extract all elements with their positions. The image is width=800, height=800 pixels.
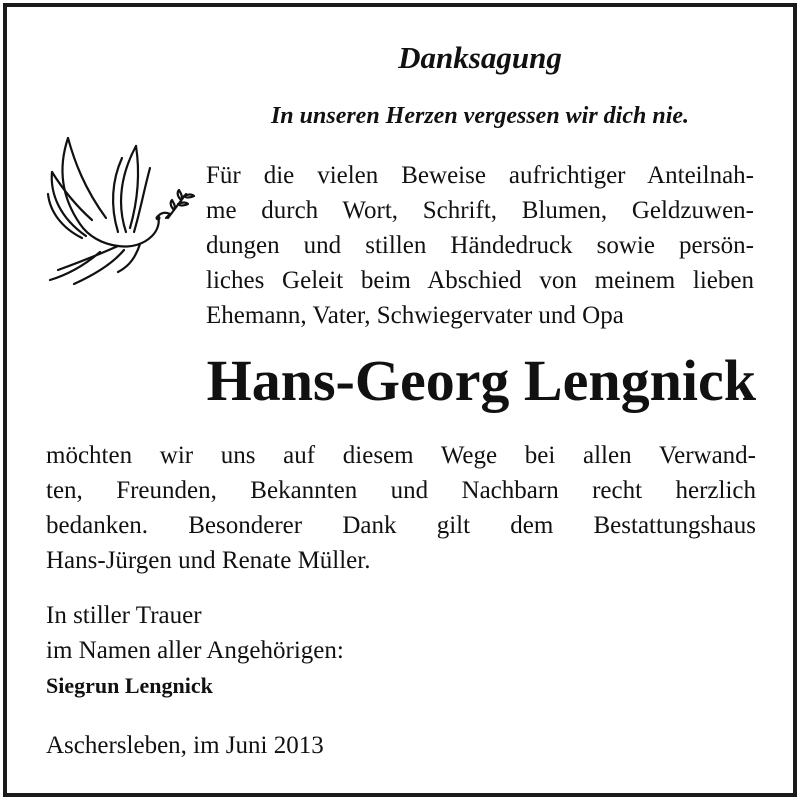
thanks-line: ten, Freunden, Bekannten und Nachbarn recht herzlich: [46, 477, 756, 504]
thanks-line: möchten wir uns auf diesem Wege bei allen Verwand-: [46, 442, 756, 469]
intro-line: Ehemann, Vater, Schwiegervater und Opa: [206, 302, 624, 329]
thanks-line: bedanken. Besonderer Dank gilt dem Bestattungshaus: [46, 512, 756, 539]
notice-motto: In unseren Herzen vergessen wir dich nie.: [270, 103, 690, 129]
intro-line: liches Geleit beim Abschied von meinem lieben: [206, 267, 754, 294]
closing-line: im Namen aller Angehörigen:: [46, 637, 344, 664]
intro-line: me durch Wort, Schrift, Blumen, Geldzuwen-: [206, 197, 754, 224]
closing-block: [46, 598, 344, 703]
notice-heading: Danksagung: [398, 40, 562, 75]
intro-line: Für die vielen Beweise aufrichtiger Anteilnah-: [206, 162, 754, 189]
dove-with-olive-branch-icon: [40, 132, 200, 292]
closing-line: In stiller Trauer: [46, 602, 202, 629]
place-date: Aschersleben, im Juni 2013: [46, 732, 324, 759]
thanks-paragraph: [46, 438, 756, 578]
thanks-line: Hans-Jürgen und Renate Müller.: [46, 547, 371, 574]
deceased-name: Hans-Georg Lengnick: [206, 348, 756, 413]
signer-name: Siegrun Lengnick: [46, 673, 213, 698]
intro-line: dungen und stillen Händedruck sowie persön-: [206, 232, 754, 259]
intro-paragraph: [206, 158, 754, 333]
